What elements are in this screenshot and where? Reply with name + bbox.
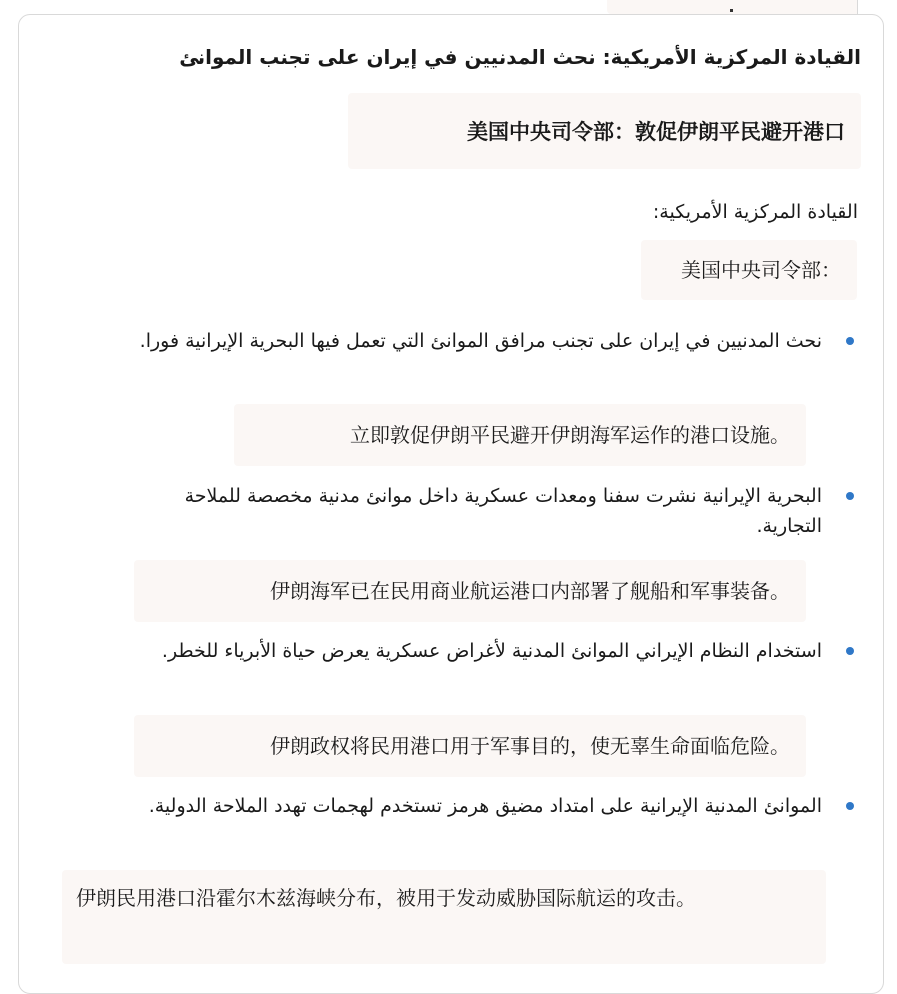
bullet-text-arabic: نحث المدنيين في إيران على تجنب مرافق الموانئ التي تعمل فيها البحرية الإيرانية فورا. xyxy=(139,330,822,352)
tweet-translation-card xyxy=(18,14,884,994)
bullet-dot-icon xyxy=(846,647,854,655)
bullet-chinese-translation: 立即敦促伊朗平民避开伊朗海军运作的港口设施。 xyxy=(234,404,806,466)
bullet-dot-icon xyxy=(846,492,854,500)
bullet-text-arabic: الموانئ المدنية الإيرانية على امتداد مضيق هرمز تستخدم لهجمات تهدد الملاحة الدولية. xyxy=(148,795,822,817)
text-fragment xyxy=(730,9,733,12)
previous-card-fragment xyxy=(607,0,858,14)
bullet-dot-icon xyxy=(846,802,854,810)
bullet-text-arabic: البحرية الإيرانية نشرت سفنا ومعدات عسكرية داخل موانئ مدنية مخصصة للملاحة التجارية. xyxy=(184,485,822,537)
heading-arabic: القيادة المركزية الأمريكية: نحث المدنيين في إيران على تجنب الموانئ xyxy=(179,45,861,69)
heading-chinese-translation: 美国中央司令部：敦促伊朗平民避开港口 xyxy=(348,93,861,169)
bullet-item xyxy=(123,326,858,356)
bullet-chinese-translation: 伊朗民用港口沿霍尔木兹海峡分布，被用于发动威胁国际航运的攻击。 xyxy=(62,870,826,964)
subtitle-chinese-translation: 美国中央司令部： xyxy=(641,240,857,300)
bullet-item xyxy=(123,481,858,541)
bullet-chinese-translation: 伊朗海军已在民用商业航运港口内部署了舰船和军事装备。 xyxy=(134,560,806,622)
bullet-item xyxy=(123,636,858,666)
bullet-dot-icon xyxy=(846,337,854,345)
bullet-text-arabic: استخدام النظام الإيراني الموانئ المدنية لأغراض عسكرية يعرض حياة الأبرياء للخطر. xyxy=(161,640,822,662)
bullet-item xyxy=(123,791,858,821)
subtitle-arabic: القيادة المركزية الأمريكية: xyxy=(652,201,858,223)
bullet-chinese-translation: 伊朗政权将民用港口用于军事目的，使无辜生命面临危险。 xyxy=(134,715,806,777)
